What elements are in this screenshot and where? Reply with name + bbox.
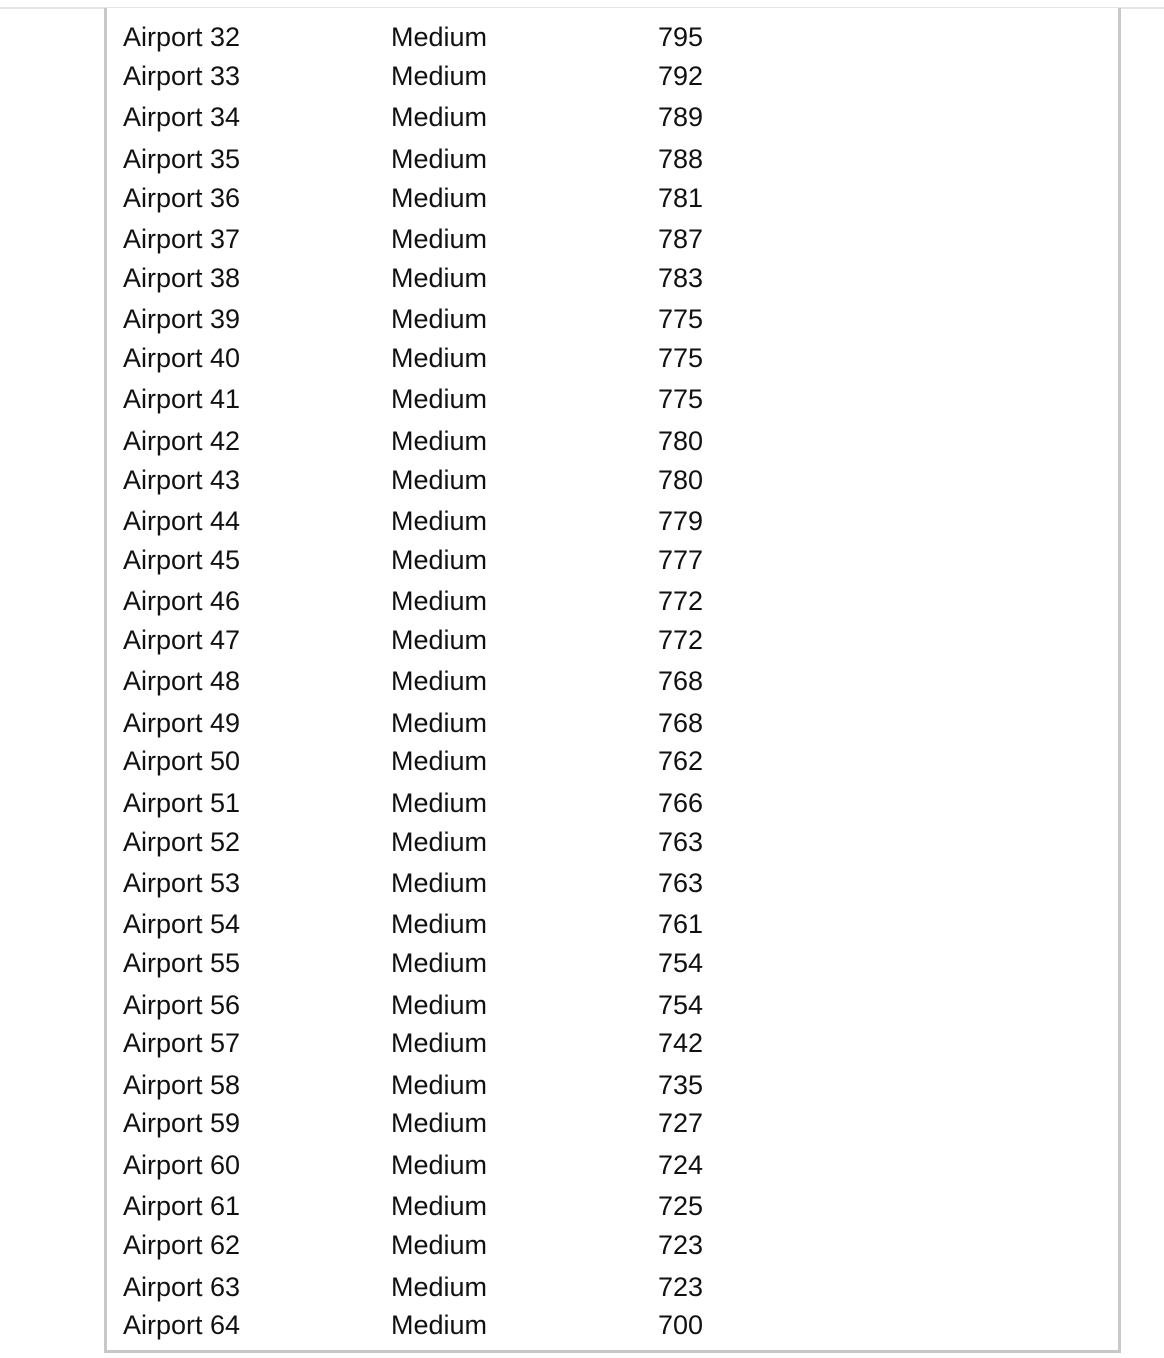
- airport-size-cell: Medium: [391, 746, 488, 776]
- airport-name-cell: Airport 36: [123, 183, 241, 213]
- airport-size-cell: Medium: [391, 948, 488, 978]
- airport-size-cell: Medium: [391, 1028, 488, 1058]
- airport-value-cell: 795: [658, 22, 704, 52]
- table-row: [107, 178, 1118, 218]
- airport-name-cell: Airport 53: [123, 868, 241, 898]
- airport-name-cell: Airport 58: [123, 1070, 241, 1100]
- airport-name-cell: Airport 44: [123, 506, 241, 536]
- airport-name-cell: Airport 35: [123, 144, 241, 174]
- table-row: [107, 1267, 1118, 1307]
- airport-size-cell: Medium: [391, 1150, 488, 1180]
- airport-size-cell: Medium: [391, 990, 488, 1020]
- airport-value-cell: 766: [658, 788, 704, 818]
- airport-value-cell: 775: [658, 304, 704, 334]
- airport-value-cell: 735: [658, 1070, 704, 1100]
- airport-size-cell: Medium: [391, 827, 488, 857]
- table-row: [107, 1065, 1118, 1105]
- airport-name-cell: Airport 54: [123, 909, 241, 939]
- airport-value-cell: 763: [658, 827, 704, 857]
- airport-size-cell: Medium: [391, 545, 488, 575]
- airport-name-cell: Airport 57: [123, 1028, 241, 1058]
- airport-name-cell: Airport 37: [123, 224, 241, 254]
- airport-value-cell: 762: [658, 746, 704, 776]
- table-row: [107, 1225, 1118, 1265]
- table-row: [107, 863, 1118, 903]
- airport-name-cell: Airport 48: [123, 666, 241, 696]
- airport-value-cell: 775: [658, 343, 704, 373]
- airport-value-cell: 777: [658, 545, 704, 575]
- airport-value-cell: 768: [658, 708, 704, 738]
- airport-value-cell: 725: [658, 1191, 704, 1221]
- table-row: [107, 661, 1118, 701]
- table-row: [107, 904, 1118, 944]
- airport-name-cell: Airport 49: [123, 708, 241, 738]
- airport-name-cell: Airport 40: [123, 343, 241, 373]
- airport-value-cell: 787: [658, 224, 704, 254]
- airport-size-cell: Medium: [391, 263, 488, 293]
- table-row: [107, 421, 1118, 461]
- airport-name-cell: Airport 47: [123, 625, 241, 655]
- airport-size-cell: Medium: [391, 506, 488, 536]
- airport-size-cell: Medium: [391, 1191, 488, 1221]
- airport-value-cell: 772: [658, 586, 704, 616]
- airport-size-cell: Medium: [391, 1108, 488, 1138]
- airport-size-cell: Medium: [391, 708, 488, 738]
- airport-name-cell: Airport 51: [123, 788, 241, 818]
- airport-size-cell: Medium: [391, 586, 488, 616]
- table-row: [107, 139, 1118, 179]
- table-row: [107, 379, 1118, 419]
- airport-size-cell: Medium: [391, 465, 488, 495]
- airport-name-cell: Airport 43: [123, 465, 241, 495]
- airport-name-cell: Airport 33: [123, 61, 241, 91]
- table-row: [107, 943, 1118, 983]
- airport-size-cell: Medium: [391, 1272, 488, 1302]
- table-row: [107, 1145, 1118, 1185]
- airport-size-cell: Medium: [391, 304, 488, 334]
- table-row: [107, 741, 1118, 781]
- airport-value-cell: 775: [658, 384, 704, 414]
- airport-value-cell: 780: [658, 465, 704, 495]
- airport-name-cell: Airport 62: [123, 1230, 241, 1260]
- airport-value-cell: 700: [658, 1310, 704, 1340]
- airport-name-cell: Airport 32: [123, 22, 241, 52]
- table-row: [107, 581, 1118, 621]
- airport-size-cell: Medium: [391, 426, 488, 456]
- airport-size-cell: Medium: [391, 909, 488, 939]
- airport-value-cell: 772: [658, 625, 704, 655]
- airport-value-cell: 768: [658, 666, 704, 696]
- table-row: [107, 783, 1118, 823]
- airport-name-cell: Airport 50: [123, 746, 241, 776]
- table-row: [107, 620, 1118, 660]
- airport-value-cell: 792: [658, 61, 704, 91]
- airport-size-cell: Medium: [391, 224, 488, 254]
- airport-size-cell: Medium: [391, 1070, 488, 1100]
- airport-size-cell: Medium: [391, 144, 488, 174]
- airport-name-cell: Airport 46: [123, 586, 241, 616]
- airport-value-cell: 723: [658, 1272, 704, 1302]
- airport-name-cell: Airport 63: [123, 1272, 241, 1302]
- airport-name-cell: Airport 61: [123, 1191, 241, 1221]
- table-row: [107, 258, 1118, 298]
- airport-size-cell: Medium: [391, 1310, 488, 1340]
- table-row: [107, 985, 1118, 1025]
- table-row: [107, 703, 1118, 743]
- airport-name-cell: Airport 45: [123, 545, 241, 575]
- airport-value-cell: 761: [658, 909, 704, 939]
- airport-size-cell: Medium: [391, 102, 488, 132]
- table-row: [107, 460, 1118, 500]
- airport-value-cell: 754: [658, 948, 704, 978]
- table-row: [107, 17, 1118, 57]
- airport-size-cell: Medium: [391, 384, 488, 414]
- airport-name-cell: Airport 52: [123, 827, 241, 857]
- airport-size-cell: Medium: [391, 788, 488, 818]
- airport-name-cell: Airport 55: [123, 948, 241, 978]
- airport-value-cell: 724: [658, 1150, 704, 1180]
- table-row: [107, 822, 1118, 862]
- table-row: [107, 299, 1118, 339]
- airport-name-cell: Airport 42: [123, 426, 241, 456]
- document-frame: [104, 8, 1121, 1353]
- table-row: [107, 219, 1118, 259]
- airport-size-cell: Medium: [391, 625, 488, 655]
- table-row: [107, 56, 1118, 96]
- airport-size-cell: Medium: [391, 343, 488, 373]
- airport-name-cell: Airport 41: [123, 384, 241, 414]
- airport-name-cell: Airport 64: [123, 1310, 241, 1340]
- table-row: [107, 97, 1118, 137]
- table-row: [107, 338, 1118, 378]
- table-row: [107, 501, 1118, 541]
- airport-size-cell: Medium: [391, 1230, 488, 1260]
- airport-name-cell: Airport 60: [123, 1150, 241, 1180]
- airport-value-cell: 789: [658, 102, 704, 132]
- airport-value-cell: 783: [658, 263, 704, 293]
- airport-name-cell: Airport 39: [123, 304, 241, 334]
- table-row: [107, 1103, 1118, 1143]
- airport-size-cell: Medium: [391, 868, 488, 898]
- airport-value-cell: 781: [658, 183, 704, 213]
- airport-name-cell: Airport 34: [123, 102, 241, 132]
- airport-size-cell: Medium: [391, 22, 488, 52]
- airport-size-cell: Medium: [391, 666, 488, 696]
- airport-name-cell: Airport 38: [123, 263, 241, 293]
- airport-value-cell: 780: [658, 426, 704, 456]
- table-row: [107, 540, 1118, 580]
- airport-value-cell: 788: [658, 144, 704, 174]
- airport-value-cell: 754: [658, 990, 704, 1020]
- airport-value-cell: 723: [658, 1230, 704, 1260]
- table-row: [107, 1186, 1118, 1226]
- airport-size-cell: Medium: [391, 61, 488, 91]
- airport-size-cell: Medium: [391, 183, 488, 213]
- airport-value-cell: 742: [658, 1028, 704, 1058]
- airport-value-cell: 763: [658, 868, 704, 898]
- airport-name-cell: Airport 56: [123, 990, 241, 1020]
- airport-value-cell: 727: [658, 1108, 704, 1138]
- table-row: [107, 1023, 1118, 1063]
- airport-name-cell: Airport 59: [123, 1108, 241, 1138]
- table-row: [107, 1305, 1118, 1345]
- airport-value-cell: 779: [658, 506, 704, 536]
